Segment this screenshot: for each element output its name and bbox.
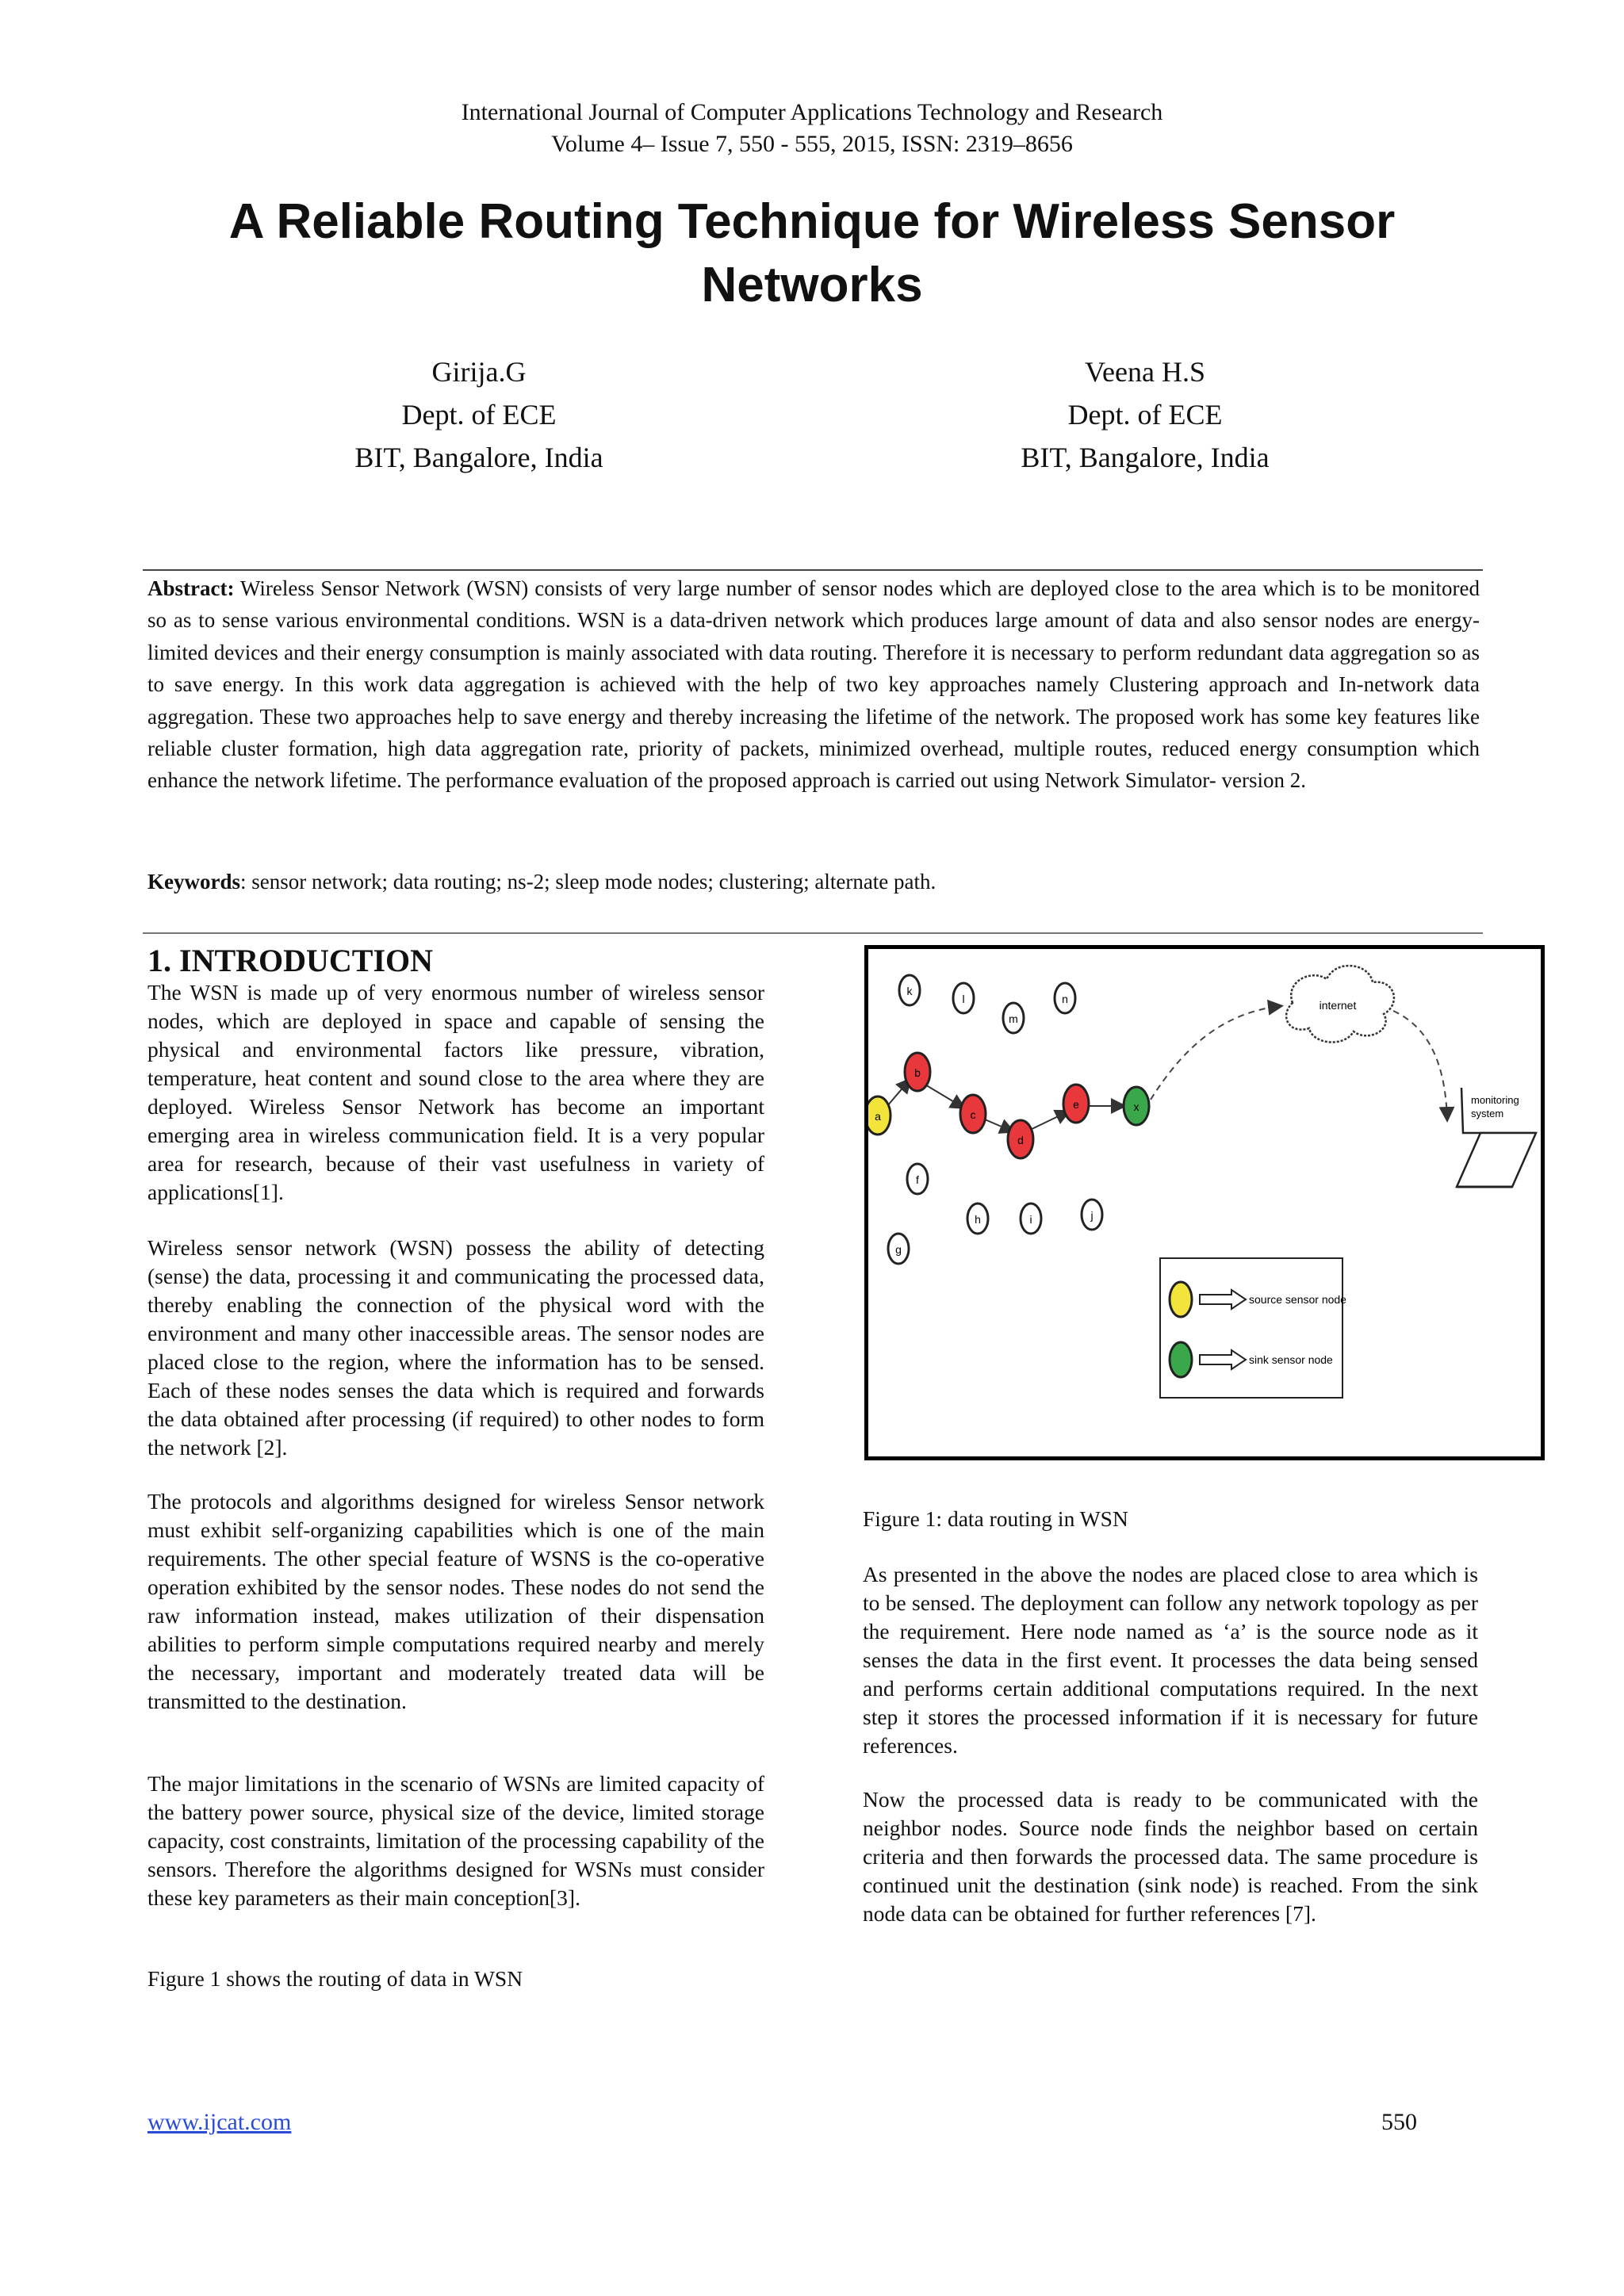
idle-node [953,983,974,1013]
author-1-dept: Dept. of ECE [401,399,557,430]
idle-node [907,1164,928,1194]
title-line-1: A Reliable Routing Technique for Wireless Sensor [228,194,1396,249]
right-paragraph-2: Now the processed data is ready to be communicated with the neighbor nodes. Source node finds the neighbor based on certain criteria and then forwards the processed data. The same procedure is continued unit the destination (sink node) is reached. From the sink node data can be obtained for further references [7]. [863,1787,1478,1926]
svg-text:d: d [1017,1134,1024,1146]
right-paragraph-1: As presented in the above the nodes are placed close to area which is to be sensed. The deployment can follow any network topology as per the requirement. Here node named as ‘a’ is the source node as it senses the data in the first event. It processes the data being sensed and performs certain additional computations required. In the next step it stores the processed information if it is necessary for future references. [863,1562,1478,1758]
relay-node [905,1053,930,1091]
keywords-text: : sensor network; data routing; ns-2; sleep mode nodes; clustering; alternate path. [240,870,936,894]
svg-text:a: a [875,1110,881,1123]
relay-node [960,1095,986,1133]
keywords [147,866,1480,897]
svg-text:l: l [962,993,965,1005]
figure-1-data-routing [864,945,1545,1460]
abstract-text: Wireless Sensor Network (WSN) consists of very large number of sensor nodes which are deployed close to the area which is to be monitored so as to sense various environmental conditions. WSN is a data-driven network which produces large amount of data and also sensor nodes are energy-limited devices and their energy consumption is mainly associated with data routing. Therefore it is necessary to perform redundant data aggregation so as to save energy. In this work data aggregation is achieved with the help of two key approaches namely Clustering approach and In-network data aggregation. These two approaches help to save energy and thereby increasing the lifetime of the network. The proposed work has some key features like reliable cluster formation, high data aggregation rate, priority of packets, minimized overhead, multiple routes, reduced energy consumption which enhance the network lifetime. The performance evaluation of the proposed approach is carried out using Network Simulator- version 2. [147,576,1480,793]
svg-text:m: m [1009,1012,1018,1025]
keywords-label: Keywords [147,870,240,894]
idle-node [899,975,920,1005]
monitoring-laptop-icon [1457,1088,1536,1187]
sink-node [1124,1087,1149,1125]
page-number: 550 [1381,2109,1417,2135]
intro-paragraph-1: The WSN is made up of very enormous number of wireless sensor nodes, which are deployed in space and capable of sensing the physical and environmental factors like pressure, vibration, temperature, heat content and sound close to the area where they are deployed. Wireless Sensor Network has become an important emerging area in wireless communication field. It is a very popular area for research, because of their vast usefulness in variety of applications[1]. [147,980,764,1204]
figure-1-caption: Figure 1: data routing in WSN [863,1506,1128,1531]
author-1-name: Girija.G [431,356,527,388]
internet-label: internet [1319,999,1357,1012]
intro-paragraph-4: The major limitations in the scenario of WSNs are limited capacity of the battery power source, physical size of the device, limited storage capacity, cost constraints, limitation of the processing capability of the sensors. Therefore the algorithms designed for WSNs must consider these key parameters as their main conception[3]. [147,1771,764,1910]
idle-node [1055,983,1075,1013]
svg-text:j: j [1090,1209,1094,1222]
idle-node [888,1234,909,1264]
keywords-bottom-rule [143,932,1483,934]
relay-node [1063,1085,1089,1123]
section-heading-introduction: 1. INTRODUCTION [147,943,434,978]
journal-name: International Journal of Computer Applications Technology and Research [461,99,1163,125]
svg-text:n: n [1062,993,1068,1005]
idle-node [967,1203,988,1234]
svg-text:x: x [1133,1100,1139,1113]
author-1 [201,350,756,479]
abstract-label: Abstract: [147,576,235,600]
legend-sink-label: sink sensor node [1249,1353,1333,1366]
paper-title [143,190,1481,317]
monitoring-label-1: monitoring [1471,1094,1519,1106]
intro-paragraph-2: Wireless sensor network (WSN) possess the ability of detecting (sense) the data, processing it and communicating the processed data, thereby enabling the connection of the physical word with the environment and many other inaccessible areas. The sensor nodes are placed close to the region, where the information has to be sensed. Each of these nodes senses the data which is required and forwards the data obtained after processing (if required) to other nodes to form the network [2]. [147,1235,764,1460]
relay-node [1008,1120,1033,1158]
svg-text:h: h [975,1213,981,1226]
abstract-top-rule [143,569,1483,571]
svg-text:g: g [895,1243,902,1256]
idle-node [1003,1003,1024,1033]
abstract [147,572,1480,797]
svg-text:i: i [1029,1213,1032,1226]
idle-node [1082,1200,1102,1230]
author-1-affiliation: BIT, Bangalore, India [354,442,603,473]
intro-paragraph-3: The protocols and algorithms designed for wireless Sensor network must exhibit self-organizing capabilities which is one of the main requirements. The other special feature of WSNS is the co-operative operation exhibited by the sensor nodes. These nodes do not send the raw information instead, makes utilization of their dispensation abilities to perform simple computations required nearby and merely the necessary, important and moderately treated data will be transmitted to the destination. [147,1489,764,1713]
journal-volume: Volume 4– Issue 7, 550 - 555, 2015, ISSN: 2319–8656 [551,131,1073,157]
source-node [868,1096,891,1135]
idle-node [1021,1203,1041,1234]
svg-text:k: k [906,985,913,997]
author-2-affiliation: BIT, Bangalore, India [1021,442,1270,473]
footer-website-link[interactable]: www.ijcat.com [147,2109,292,2135]
legend-source-label: source sensor node [1249,1293,1346,1306]
internet-cloud-icon [1286,966,1394,1042]
author-2-name: Veena H.S [1085,356,1205,388]
svg-text:e: e [1073,1098,1079,1111]
figure-1-diagram [868,949,1541,1456]
author-2-dept: Dept. of ECE [1067,399,1223,430]
svg-text:f: f [916,1173,919,1186]
author-2 [868,350,1423,479]
svg-text:c: c [970,1108,976,1121]
figure-legend [1160,1258,1346,1398]
intro-paragraph-5: Figure 1 shows the routing of data in WSN [147,1966,523,1991]
monitoring-label-2: system [1471,1108,1504,1119]
svg-text:b: b [914,1066,921,1079]
title-line-2: Networks [701,258,923,312]
